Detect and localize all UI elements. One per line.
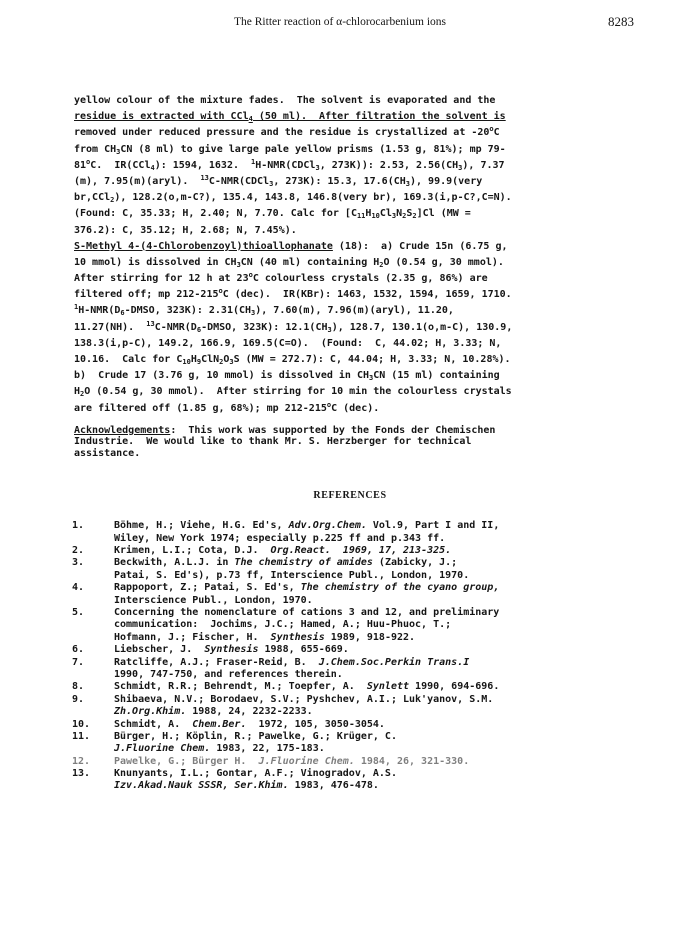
reference-item: 13. Knunyants, I.L.; Gontar, A.F.; Vinogradov, A.S. Izv.Akad.Nauk SSSR, Ser.Khim. 1983, 476-478. bbox=[72, 768, 397, 792]
text-line: Industrie. We would like to thank Mr. S. Herzberger for technical bbox=[74, 436, 472, 448]
text-line: br,CCl$_2$), 128.2(o,m-C?), 135.4, 143.8, 146.8(very br), 169.3(i,p-C?,C=N). bbox=[74, 192, 512, 205]
reference-item: 11. Bürger, H.; Köplin, R.; Pawelke, G.; Krüger, C. J.Fluorine Chem. 1983, 22, 175-183. bbox=[72, 730, 397, 755]
reference-item: 3. Beckwith, A.L.J. in The chemistry of amides (Zabicky, J.; Patai, S. Ed's), p.73 ff, Interscience Publ., London, 1970. bbox=[72, 557, 470, 581]
reference-item: 8. Schmidt, R.R.; Behrendt, M.; Toepfer, A. Synlett 1990, 694-696. bbox=[72, 681, 500, 693]
text-line: 11.27(NH). $^{13}C-NMR(D_6$-DMSO, 323K): $12.1(CH_3)$, 128.7, 130.1(o,m-C), 130.9, bbox=[74, 319, 513, 334]
text-line: 138.3(i,p-C), 149.2, 166.9, 169.5(C=O). (Found: C, 44.02; H, 3.33; N, bbox=[74, 337, 502, 349]
text-line: $^1H-NMR(D_6$-DMSO, 323K): $2.31(CH_3)$, 7.60(m), 7.96(m)(aryl), 11.20, bbox=[74, 303, 454, 318]
text-line: filtered off; mp 212-215$^o$C (dec). IR(KBr): 1463, 1532, 1594, 1659, 1710. bbox=[74, 287, 512, 301]
reference-item: 9. Shibaeva, N.V.; Borodaev, S.V.; Pyshchev, A.I.; Luk'yanov, S.M. Zh.Org.Khim. 1988, 24, 2232-2233. bbox=[72, 693, 494, 718]
compound-heading: S-Methyl 4-(4-Chlorobenzoyl)thioallophanate bbox=[74, 240, 333, 252]
text-line: (m), 7.95(m)(aryl). $^{13}$C-NMR(CDCl$_3$, 273K): 15.3, $17.6(CH_3)$, 99.9(very bbox=[74, 173, 483, 188]
paragraph-experimental-2 bbox=[74, 239, 626, 417]
running-title: The Ritter reaction of α-chlorocarbenium ions bbox=[234, 16, 446, 28]
reference-list bbox=[74, 520, 626, 793]
reference-item: 12. Pawelke, G.; Bürger H. J.Fluorine Chem. 1984, 26, 321-330. bbox=[72, 755, 470, 767]
paragraph-experimental-1 bbox=[74, 93, 626, 239]
page-number: 8283 bbox=[608, 14, 634, 29]
text-line: Acknowledgements: This work was supported by the Fonds der Chemischen bbox=[74, 424, 496, 436]
acknowledgements-label: Acknowledgements bbox=[74, 424, 171, 436]
text-line: 10.16. Calc for $C_{10}H_9ClN_2O_3S$ (MW = 272.7): C, 44.04; H, 3.33; N, 10.28%). bbox=[74, 354, 511, 366]
text-line: assistance. bbox=[74, 447, 141, 459]
references-heading: REFERENCES bbox=[313, 490, 387, 502]
text-line: 376.2): C, 35.12; H, 2.68; N, 7.45%). bbox=[74, 224, 297, 236]
text-line: 81$^o$C. IR(CCl$_4$): 1594, 1632. $^1$H-NMR(CDCl$_3$, 273K)): 2.53, $2.56(CH_3)$, 7.37 bbox=[74, 157, 505, 172]
text-line: b) Crude 17 (3.76 g, 10 mmol) is dissolved in $CH_3CN$ (15 ml) containing bbox=[74, 370, 500, 383]
article-body bbox=[74, 93, 626, 793]
text-line: $H_2O$ (0.54 g, 30 mmol). After stirring for 10 min the colourless crystals bbox=[74, 386, 512, 399]
text-line: After stirring for 12 h at 23$^o$C colourless crystals (2.35 g, 86%) are bbox=[74, 271, 488, 285]
text-line: (Found: C, 35.33; H, 2.40; N, 7.70. Calc for $[C_{11}H_{10}Cl_3N_2S_2]Cl$ (MW = bbox=[74, 208, 471, 221]
text-line: yellow colour of the mixture fades. The solvent is evaporated and the bbox=[74, 95, 496, 106]
reference-item: 1. Böhme, H.; Viehe, H.G. Ed's, Adv.Org.Chem. Vol.9, Part I and II, Wiley, New York 1974; especially p.225 ff and p.343 ff. bbox=[72, 520, 500, 544]
reference-item: 2. Krimen, L.I.; Cota, D.J. Org.React. 1969, 17, 213-325. bbox=[72, 545, 452, 557]
reference-item: 7. Ratcliffe, A.J.; Fraser-Reid, B. J.Chem.Soc.Perkin Trans.I 1990, 747-750, and references therein. bbox=[72, 656, 470, 680]
text-line: are filtered off (1.85 g, 68%); mp 212-215$^o$C (dec). bbox=[74, 400, 380, 414]
text-line: 10 mmol) is dissolved in $CH_3CN$ (40 ml) containing $H_2O$ (0.54 g, 30 mmol). bbox=[74, 256, 504, 269]
text-line: residue is extracted with CCl$_4$ (50 ml). After filtration the solvent is bbox=[74, 111, 506, 124]
running-header bbox=[0, 12, 680, 32]
reference-item: 10. Schmidt, A. Chem.Ber. 1972, 105, 3050-3054. bbox=[72, 718, 385, 730]
text-line: S-Methyl 4-(4-Chlorobenzoyl)thioallophanate (18): a) Crude 15n (6.75 g, bbox=[74, 240, 508, 252]
acknowledgements bbox=[74, 425, 626, 460]
reference-item: 4. Rappoport, Z.; Patai, S. Ed's, The chemistry of the cyano group, Interscience Publ., London, 1970. bbox=[72, 582, 500, 606]
text-line: from $CH_3CN$ (8 ml) to give large pale yellow prisms (1.53 g, 81%); mp 79- bbox=[74, 143, 506, 156]
text-line: removed under reduced pressure and the residue is crystallized at -20$^o$C bbox=[74, 125, 500, 139]
reference-item: 6. Liebscher, J. Synthesis 1988, 655-669. bbox=[72, 644, 349, 656]
reference-item: 5. Concerning the nomenclature of cations 3 and 12, and preliminary communication: Jochims, J.C.; Hamed, A.; Huu-Phuoc, T.; Hofmann, J.; Fischer, H. Synthesis 1989, 918-922. bbox=[72, 606, 500, 643]
